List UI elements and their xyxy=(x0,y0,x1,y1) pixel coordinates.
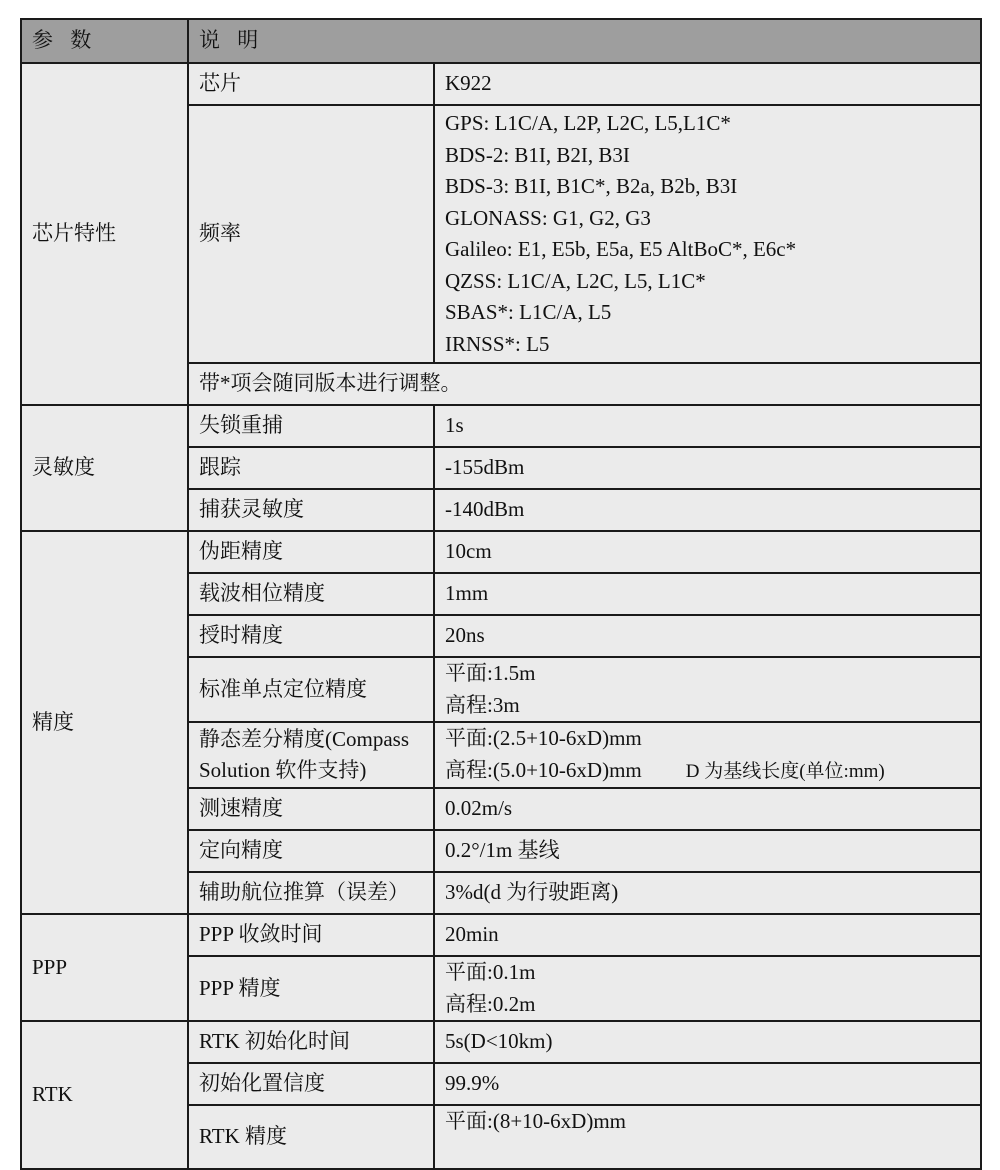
row-label: 伪距精度 xyxy=(188,531,434,573)
row-label: 跟踪 xyxy=(188,447,434,489)
row-label: 标准单点定位精度 xyxy=(188,657,434,722)
baseline-note: D 为基线长度(单位:mm) xyxy=(685,760,885,782)
row-label: PPP 收敛时间 xyxy=(188,914,434,956)
row-label: 辅助航位推算（误差） xyxy=(188,872,434,914)
freq-line: QZSS: L1C/A, L2C, L5, L1C* xyxy=(445,268,706,293)
row-label xyxy=(188,722,434,788)
value-line-main: 高程:(5.0+10-6xD)mm xyxy=(445,757,642,782)
table-row xyxy=(21,405,981,447)
row-label: RTK 初始化时间 xyxy=(188,1021,434,1063)
row-value xyxy=(434,956,981,1021)
category-rtk: RTK xyxy=(21,1021,188,1169)
row-label: 载波相位精度 xyxy=(188,573,434,615)
row-label: 测速精度 xyxy=(188,788,434,830)
table-row xyxy=(21,914,981,956)
value-line: 高程:0.2m xyxy=(445,991,536,1016)
row-value: 0.02m/s xyxy=(434,788,981,830)
freq-line: Galileo: E1, E5b, E5a, E5 AltBoC*, E6c* xyxy=(445,237,797,261)
row-value: 0.2°/1m 基线 xyxy=(434,830,981,872)
row-label: 定向精度 xyxy=(188,830,434,872)
freq-line: BDS-3: B1I, B1C*, B2a, B2b, B3I xyxy=(445,174,738,198)
freq-line: SBAS*: L1C/A, L5 xyxy=(445,300,612,324)
row-value: 20ns xyxy=(434,615,981,657)
value-line xyxy=(445,755,970,788)
value-line: 平面:(8+10-6xD)mm xyxy=(445,1109,626,1133)
freq-line: BDS-2: B1I, B2I, B3I xyxy=(445,142,630,167)
table-row xyxy=(21,63,981,105)
category-sensitivity: 灵敏度 xyxy=(21,405,188,531)
row-label: 捕获灵敏度 xyxy=(188,489,434,531)
row-value: 10cm xyxy=(434,531,981,573)
table-row xyxy=(21,1021,981,1063)
row-label: 初始化置信度 xyxy=(188,1063,434,1105)
freq-line: GLONASS: G1, G2, G3 xyxy=(445,205,651,230)
header-param: 参 数 xyxy=(21,19,188,63)
value-line: 平面:(2.5+10-6xD)mm xyxy=(445,726,642,750)
chip-label: 芯片 xyxy=(188,63,434,105)
row-label: 失锁重捕 xyxy=(188,405,434,447)
value-line: 平面:1.5m xyxy=(445,661,536,685)
freq-line: IRNSS*: L5 xyxy=(445,331,550,356)
label-line: 静态差分精度(Compass xyxy=(199,726,409,751)
table-header xyxy=(21,19,981,63)
row-value xyxy=(434,657,981,722)
row-value: 1mm xyxy=(434,573,981,615)
value-line: 高程:3m xyxy=(445,692,520,717)
category-accuracy: 精度 xyxy=(21,531,188,914)
row-label: RTK 精度 xyxy=(188,1105,434,1169)
row-label: PPP 精度 xyxy=(188,956,434,1021)
row-value: 5s(D<10km) xyxy=(434,1021,981,1063)
spec-table xyxy=(20,18,982,1170)
row-value: 99.9% xyxy=(434,1063,981,1105)
category-chip: 芯片特性 xyxy=(21,63,188,405)
row-value xyxy=(434,722,981,788)
value-line: 平面:0.1m xyxy=(445,960,536,984)
row-value: -140dBm xyxy=(434,489,981,531)
row-value: 20min xyxy=(434,914,981,956)
chip-note: 带*项会随同版本进行调整。 xyxy=(188,363,981,405)
chip-value: K922 xyxy=(434,63,981,105)
row-value xyxy=(434,1105,981,1169)
row-value: -155dBm xyxy=(434,447,981,489)
table-row xyxy=(21,531,981,573)
row-value: 3%d(d 为行驶距离) xyxy=(434,872,981,914)
header-desc: 说 明 xyxy=(188,19,981,63)
row-label: 授时精度 xyxy=(188,615,434,657)
freq-label: 频率 xyxy=(188,105,434,363)
row-value: 1s xyxy=(434,405,981,447)
freq-line: GPS: L1C/A, L2P, L2C, L5,L1C* xyxy=(445,111,731,135)
category-ppp: PPP xyxy=(21,914,188,1021)
label-line: Solution 软件支持) xyxy=(199,758,367,782)
freq-values xyxy=(434,105,981,363)
